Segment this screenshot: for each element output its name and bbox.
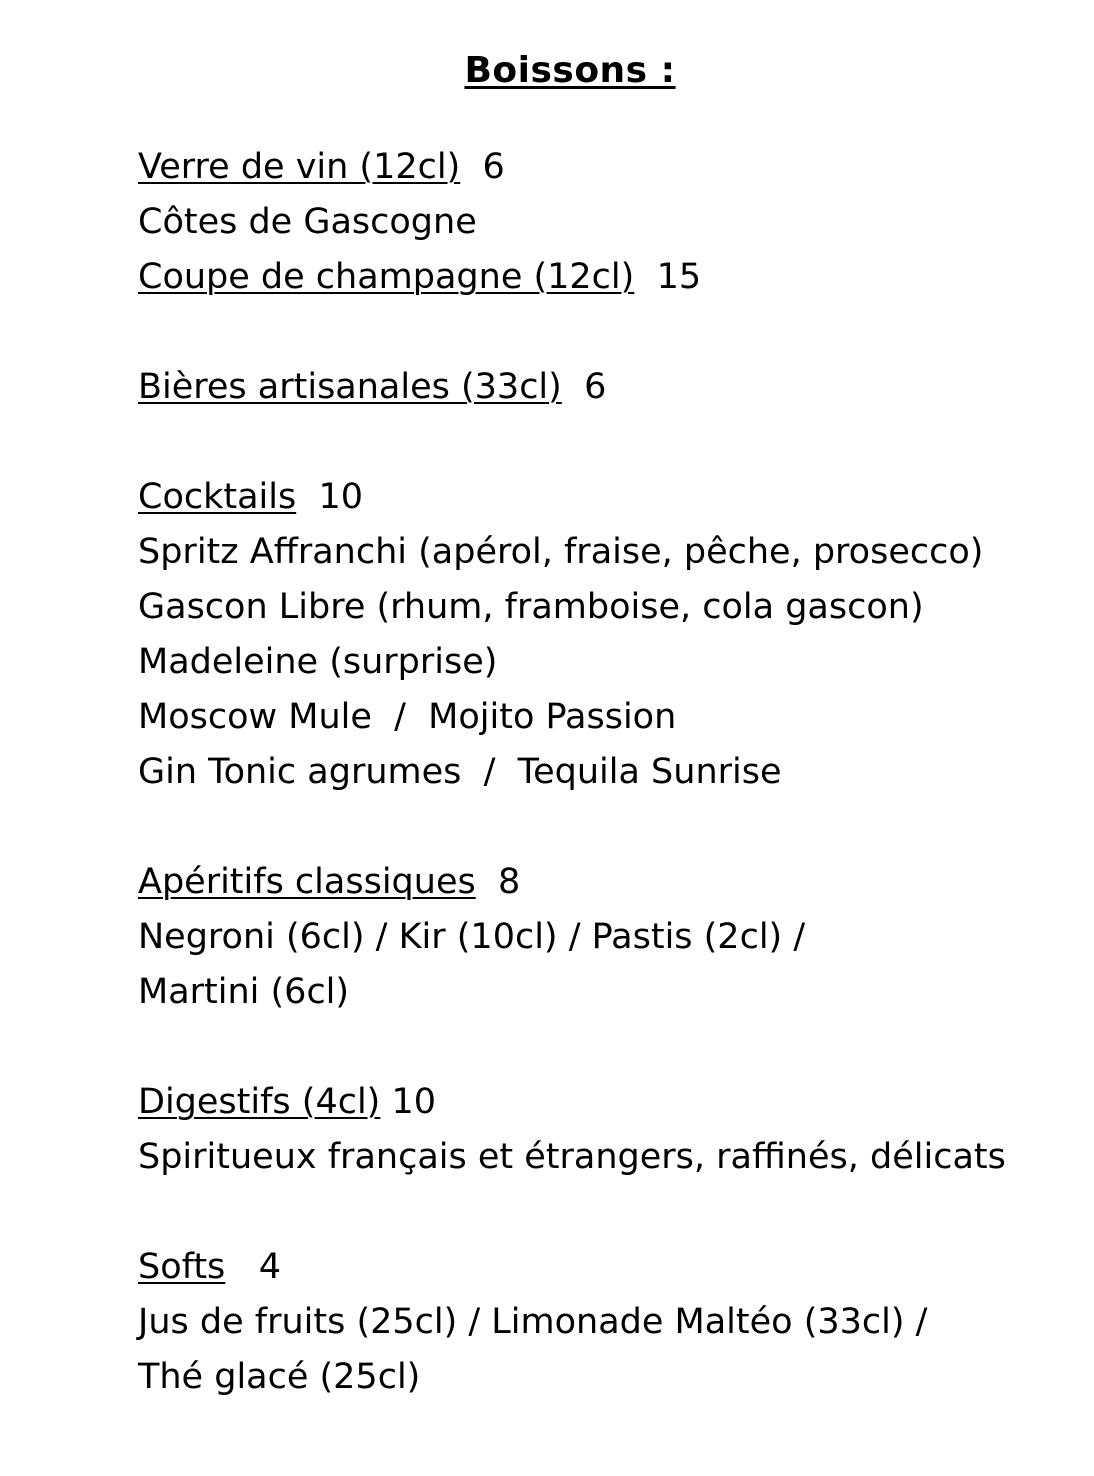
champagne-price: 15 bbox=[656, 257, 702, 297]
cocktail-item: Gin Tonic agrumes / Tequila Sunrise bbox=[138, 752, 782, 792]
wine-row bbox=[138, 140, 1078, 195]
spacer bbox=[138, 305, 1078, 360]
spacer bbox=[138, 800, 1078, 855]
softs-row bbox=[138, 1240, 1078, 1295]
aperitif-item: Negroni (6cl) / Kir (10cl) / Pastis (2cl) / bbox=[138, 917, 806, 957]
soft-item: Thé glacé (25cl) bbox=[138, 1357, 421, 1397]
aperitifs-heading: Apéritifs classiques bbox=[138, 862, 476, 902]
cocktails-heading: Cocktails bbox=[138, 477, 297, 517]
cocktail-item: Spritz Affranchi (apérol, fraise, pêche, prosecco) bbox=[138, 532, 984, 572]
aperitifs-price: 8 bbox=[497, 862, 521, 902]
digestifs-heading: Digestifs (4cl) bbox=[138, 1082, 381, 1122]
aperitif-item: Martini (6cl) bbox=[138, 972, 350, 1012]
beer-price: 6 bbox=[584, 367, 607, 407]
spacer bbox=[138, 1020, 1078, 1075]
cocktails-price: 10 bbox=[318, 477, 364, 517]
wine-detail: Côtes de Gascogne bbox=[138, 202, 477, 242]
beer-row bbox=[138, 360, 1078, 415]
spacer bbox=[138, 1185, 1078, 1240]
wine-price: 6 bbox=[482, 147, 505, 187]
cocktail-item: Moscow Mule / Mojito Passion bbox=[138, 697, 677, 737]
spacer bbox=[138, 415, 1078, 470]
cocktails-row bbox=[138, 470, 1078, 525]
digestif-item: Spiritueux français et étrangers, raffinés, délicats bbox=[138, 1137, 1006, 1177]
wine-heading: Verre de vin (12cl) bbox=[138, 147, 461, 187]
page-title: Boissons : bbox=[464, 50, 676, 91]
drinks-menu bbox=[138, 140, 1078, 1405]
digestifs-price: 10 bbox=[391, 1082, 437, 1122]
soft-item: Jus de fruits (25cl) / Limonade Maltéo (33cl) / bbox=[138, 1302, 928, 1342]
beer-heading: Bières artisanales (33cl) bbox=[138, 367, 562, 407]
digestifs-row bbox=[138, 1075, 1078, 1130]
cocktail-item: Madeleine (surprise) bbox=[138, 642, 498, 682]
softs-heading: Softs bbox=[138, 1247, 226, 1287]
softs-price: 4 bbox=[258, 1247, 281, 1287]
champagne-heading: Coupe de champagne (12cl) bbox=[138, 257, 635, 297]
aperitifs-row bbox=[138, 855, 1078, 910]
cocktail-item: Gascon Libre (rhum, framboise, cola gascon) bbox=[138, 587, 924, 627]
champagne-row bbox=[138, 250, 1078, 305]
